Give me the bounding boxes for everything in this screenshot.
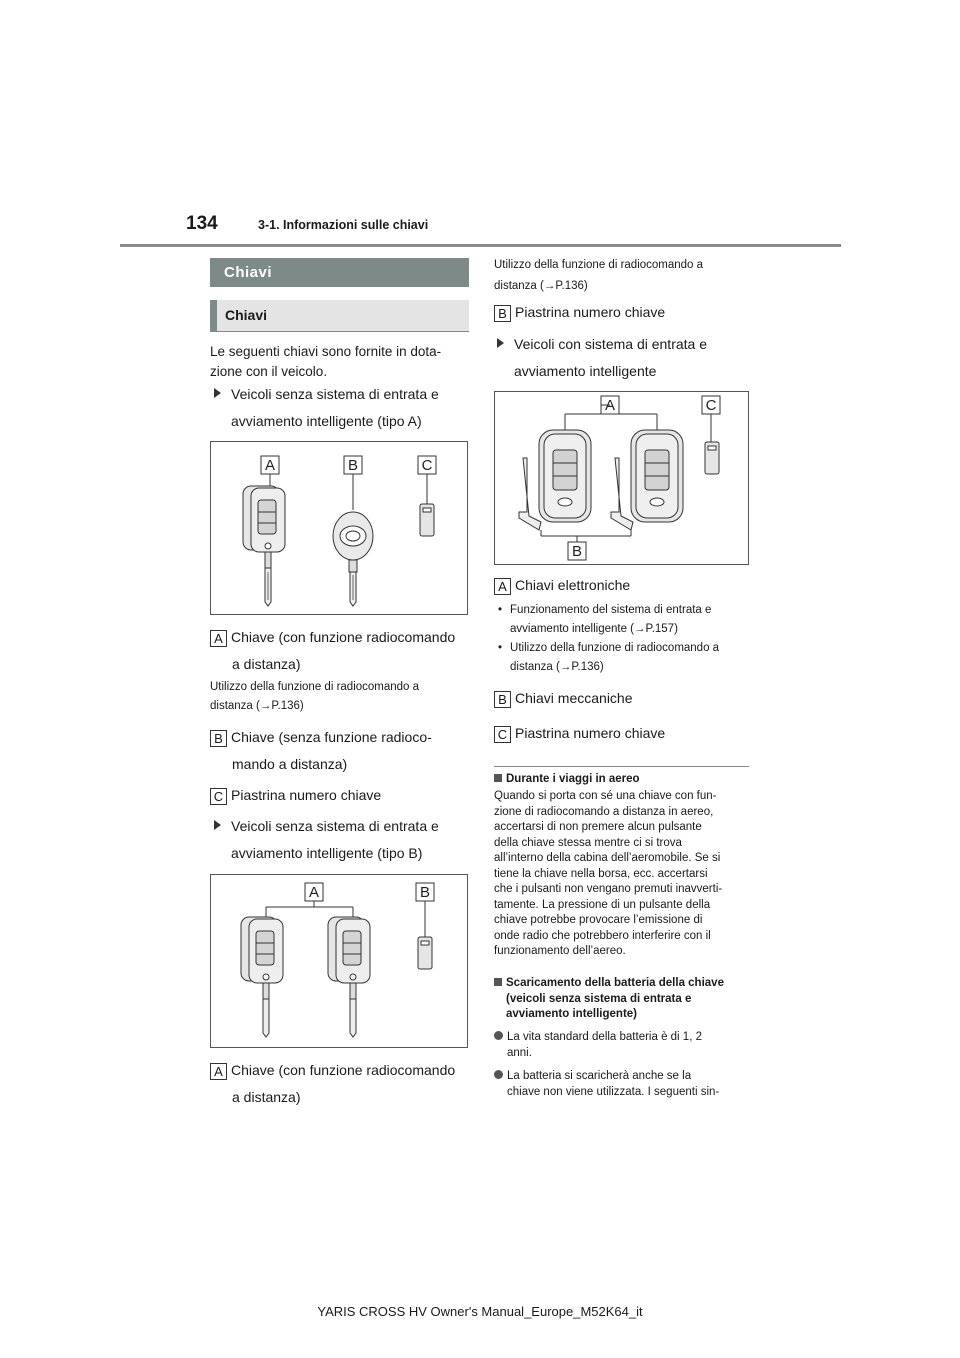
header-rule (120, 244, 841, 247)
right-item-b-mechanical (494, 685, 633, 712)
section-divider (494, 766, 749, 767)
item-b-key-no-remote (210, 724, 432, 778)
triangle-bullet-icon (214, 820, 221, 830)
figure-keys-type-b (210, 874, 468, 1048)
label-c-box: C (494, 726, 511, 743)
bullet-line: Utilizzo della funzione di radiocomando a (510, 642, 720, 654)
intro-text (210, 342, 441, 382)
item-a-key-remote (210, 624, 455, 678)
right-item-a-electronic (494, 572, 630, 599)
item-a-text: Chiave (con funzione radiocomando (231, 629, 456, 645)
subheading-rule (210, 331, 469, 332)
aereo-title-text: Durante i viaggi in aereo (506, 773, 640, 785)
body-line: zione di radiocomando a distanza in aereo, (494, 805, 714, 818)
label-b-box: B (494, 305, 511, 322)
item-a-text: a distanza) (232, 656, 301, 672)
note-line: distanza (→P.136) (494, 280, 588, 292)
battery-dot-2 (494, 1069, 752, 1100)
figure-keys-smart (494, 391, 749, 565)
fig1-label-b: B (347, 457, 359, 474)
bullet-list: • Funzionamento del sistema di entrata e avviamento intelligente (→P.157) • Utilizzo della funzione di radiocomando a distanza (→P.136) (498, 601, 719, 677)
section-title: 3-1. Informazioni sulle chiavi (258, 218, 429, 232)
smart-entry-heading (497, 331, 707, 385)
type-b-line: Veicoli senza sistema di entrata e (231, 818, 439, 834)
flip-key-icon (328, 917, 370, 1037)
note-line: distanza (→P.136) (210, 700, 304, 712)
triangle-bullet-icon (214, 388, 221, 398)
type-a-line: avviamento intelligente (tipo A) (231, 413, 422, 429)
fig2-label-b: B (419, 884, 431, 901)
body-line: chiave potrebbe provocare l’emissione di (494, 914, 703, 926)
body-line: onde radio che potrebbero interferire con il (494, 929, 711, 942)
item-b-text: Chiavi meccaniche (515, 690, 633, 706)
right-note (494, 256, 703, 296)
label-a-box: A (210, 1063, 227, 1080)
body-line: tiene la chiave nella borsa, ecc. accertarsi (494, 867, 708, 880)
smart-line: avviamento intelligente (514, 363, 657, 379)
round-bullet-icon (494, 1031, 503, 1040)
body-line: Quando si porta con sé una chiave con fun- (494, 790, 717, 802)
label-a-box: A (210, 630, 227, 647)
figure-keys-type-a (210, 441, 468, 615)
square-bullet-icon (494, 978, 502, 986)
mechanical-key-icon (333, 512, 373, 606)
key-number-plate-icon (420, 504, 434, 536)
right-item-b-plate (494, 299, 665, 326)
note-line: Utilizzo della funzione di radiocomando a (494, 259, 704, 271)
fig3-label-b: B (571, 543, 583, 560)
bullet-line: Funzionamento del sistema di entrata e (510, 604, 712, 616)
body-line: anni. (507, 1046, 532, 1059)
bullet-line: avviamento intelligente (→P.157) (510, 623, 678, 635)
fig1-label-a: A (264, 457, 276, 474)
body-line: della chiave stessa mentre ci si trova (494, 836, 682, 849)
key-number-plate-icon (705, 442, 719, 474)
item-b-text: Chiave (senza funzione radioco- (231, 729, 432, 745)
item-b-text: Piastrina numero chiave (515, 304, 666, 320)
item-a2-text: Chiave (con funzione radiocomando (231, 1062, 456, 1078)
item-a2-key-remote (210, 1057, 455, 1111)
body-line: che i pulsanti non vengano premuti inavverti- (494, 883, 723, 895)
item-a-note (210, 678, 419, 716)
bullet-line: distanza (→P.136) (510, 661, 604, 673)
intro-line: zione con il veicolo. (210, 364, 328, 379)
type-b-line: avviamento intelligente (tipo B) (231, 845, 423, 861)
battery-title-line: (veicoli senza sistema di entrata e (506, 992, 692, 1005)
flip-key-icon (243, 486, 285, 606)
body-line: accertarsi di non premere alcun pulsante (494, 821, 702, 833)
square-bullet-icon (494, 774, 502, 782)
flip-key-icon (241, 917, 283, 1037)
heading-chiavi-main: Chiavi (210, 258, 469, 287)
item-a2-text: a distanza) (232, 1089, 301, 1105)
intro-line: Le seguenti chiavi sono fornite in dota- (210, 344, 442, 359)
note-line: Utilizzo della funzione di radiocomando a (210, 681, 420, 693)
smart-key-icon (539, 430, 591, 522)
type-a-line: Veicoli senza sistema di entrata e (231, 386, 439, 402)
body-line: all’interno della cabina dell’aeromobile. Se si (494, 852, 721, 864)
keys-type-b-illustration (211, 875, 467, 1047)
item-a-text: Chiavi elettroniche (515, 577, 631, 593)
aereo-body (494, 789, 752, 960)
item-b-text: mando a distanza) (232, 756, 348, 772)
body-line: chiave non viene utilizzata. I seguenti sin- (507, 1085, 720, 1098)
type-a-heading (214, 381, 439, 435)
label-c-box: C (210, 788, 227, 805)
aereo-title (494, 772, 752, 788)
right-item-c-plate (494, 720, 665, 747)
type-b-heading (214, 813, 439, 867)
battery-title (494, 976, 752, 1023)
item-c-plate (210, 782, 381, 809)
item-c-text: Piastrina numero chiave (231, 787, 382, 803)
label-a-box: A (494, 578, 511, 595)
footer-manual-title: YARIS CROSS HV Owner's Manual_Europe_M52K64_it (317, 1304, 643, 1319)
body-line: La batteria si scaricherà anche se la (507, 1070, 692, 1082)
body-line: tamente. La pressione di un pulsante della (494, 898, 711, 911)
smart-line: Veicoli con sistema di entrata e (514, 336, 707, 352)
body-line: La vita standard della batteria è di 1, 2 (507, 1031, 702, 1043)
battery-title-line: Scaricamento della batteria della chiave (506, 977, 724, 989)
fig3-label-a: A (604, 397, 616, 414)
key-number-plate-icon (418, 937, 432, 969)
fig1-label-c: C (421, 457, 433, 474)
body-line: funzionamento dell’aereo. (494, 945, 626, 957)
item-c-text: Piastrina numero chiave (515, 725, 666, 741)
keys-type-a-illustration (211, 442, 467, 614)
heading-chiavi-sub: Chiavi (210, 300, 469, 331)
smart-keys-illustration (495, 392, 748, 564)
smart-key-icon (631, 430, 683, 522)
fig2-label-a: A (308, 884, 320, 901)
triangle-bullet-icon (497, 338, 504, 348)
battery-dot-1 (494, 1030, 752, 1061)
label-b-box: B (494, 691, 511, 708)
label-b-box: B (210, 730, 227, 747)
page-number: 134 (186, 213, 218, 234)
battery-title-line: avviamento intelligente) (506, 1008, 638, 1020)
fig3-label-c: C (705, 397, 717, 414)
round-bullet-icon (494, 1070, 503, 1079)
